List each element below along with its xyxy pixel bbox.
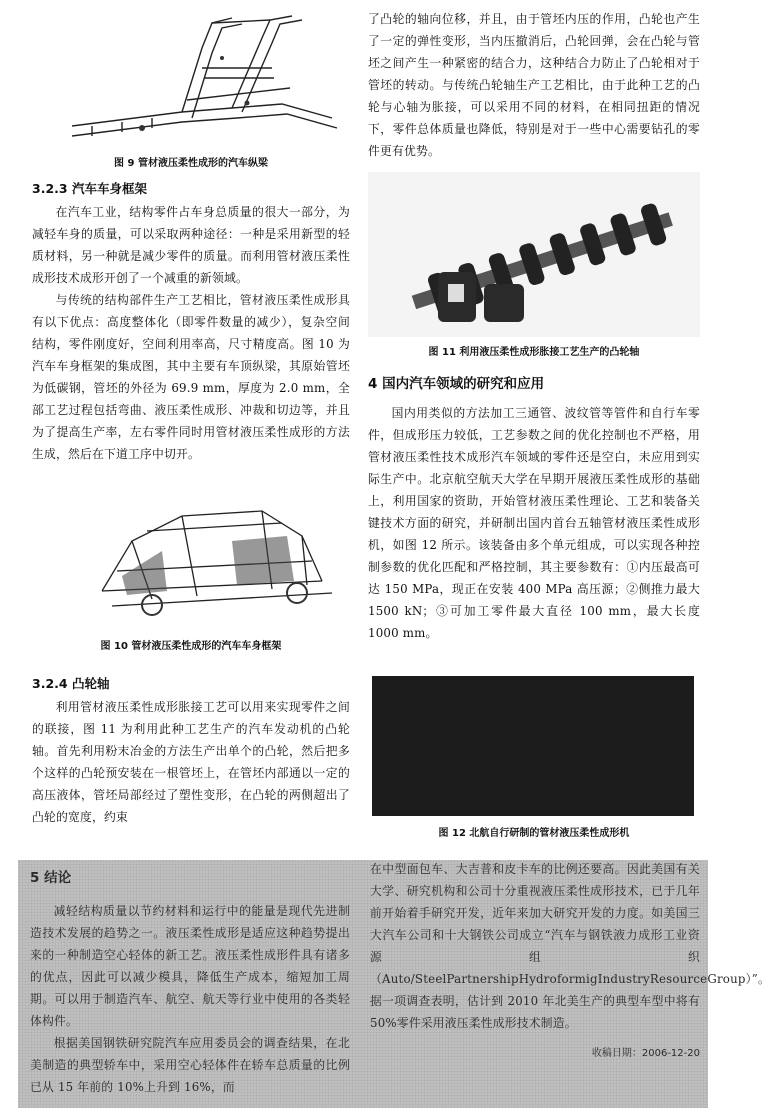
received-date: 收稿日期：2006-12-20 (591, 1048, 700, 1059)
section-5-heading: 5 结论 (30, 870, 72, 886)
chassis-rail-drawing (32, 8, 350, 148)
section-4-heading: 4 国内汽车领域的研究和应用 (368, 376, 545, 392)
section-3-2-4-paragraph-1: 利用管材液压柔性成形胀接工艺可以用来实现零件之间的联接，图 11 为利用此种工艺生产的汽车发动机的凸轮轴。首先利用粉末冶金的方法生产出单个的凸轮，然后把多个这样的凸轮预安装在一根管坯上，在管坯内部通以一定的高压液体，管坯局部经过了塑性变形，在凸轮的两侧超出了凸轮的宽度，约束 (32, 700, 350, 824)
section-3-2-3-paragraph-2: 与传统的结构部件生产工艺相比，管材液压柔性成形具有以下优点：高度整体化（即零件数量的减少），复杂空间结构，零件刚度好，空间利用率高，尺寸精度高。图 10 为汽车车身框架的集成图，其中主要有车顶纵梁，其原始管坯为低碳钢，管坯的外径为 69.9 mm，厚度为 2.0 mm，全部工艺过程包括弯曲、液压柔性成形、冲裁和切边等，并且为了提高生产率，左右零件同时用管材液压柔性成形的方法生成，然后在下道工序中切开。 (32, 293, 350, 461)
left-column (32, 8, 350, 828)
figure-10-caption: 图 10 管材液压柔性成形的汽车车身框架 (100, 641, 282, 652)
section-4-paragraph-1: 国内用类似的方法加工三通管、波纹管等管件和自行车零件，但成形压力较低，工艺参数之间的优化控制也不严格，用管材液压柔性技术成形汽车领域的零件还是空白，未应用到实际生产中。北京航空航天大学在早期开展液压柔性成形的基础上，利用国家的资助，开始管材液压柔性理论、工艺和装备关键技术方面的研究，并研制出国内首台五轴管材液压柔性成形机，如图 12 所示。该装备由多个单元组成，可以实现各种控制参数的优化匹配和严格控制，其主要参数有：①内压最高可达 150 MPa，现正在安装 400 MPa 高压源；②侧推力最大 1500 kN；③可加工零件最大直径 100 mm，最大长度 1000 mm。 (368, 406, 700, 640)
section-3-2-4-heading: 3.2.4 凸轮轴 (32, 676, 110, 691)
right-column (368, 8, 700, 839)
section-5-paragraph-2: 根据美国钢铁研究院汽车应用委员会的调查结果，在北美制造的典型轿车中，采用空心轻体件在轿车总质量的比例已从 15 年前的 10%上升到 16%，而 (30, 1036, 350, 1094)
section-5-paragraph-1: 减轻结构质量以节约材料和运行中的能量是现代先进制造技术发展的趋势之一。液压柔性成形是适应这种趋势提出来的一种制造空心轻体的新工艺。液压柔性成形件具有诸多的优点，因此可以减少模具，降低生产成本，缩短加工周期。可以用于制造汽车、航空、航天等行业中使用的各类轻体构件。 (30, 904, 350, 1028)
figure-11-caption: 图 11 利用液压柔性成形胀接工艺生产的凸轮轴 (428, 347, 640, 358)
figure-12-caption: 图 12 北航自行研制的管材液压柔性成形机 (438, 828, 630, 839)
figure-9-chassis-rail (32, 8, 350, 148)
camshaft-photo (368, 172, 700, 337)
figure-12-hydroforming-machine (372, 676, 694, 816)
car-body-frame-drawing (32, 481, 350, 631)
camshaft-continued-paragraph: 了凸轮的轴向位移，并且，由于管坯内压的作用，凸轮也产生了一定的弹性变形，当内压撤消后，凸轮回弹，会在凸轮与管坯之间产生一种紧密的结合力，这种结合力防止了凸轮相对于管坯的转动。与传统凸轮轴生产工艺相比，由于此种工艺的凸轮与心轴为胀接，可以采用不同的材料，在相同扭距的情况下，零件总体质量也降低，特别是对于一些中心需要钻孔的零件更有优势。 (368, 12, 700, 158)
figure-9-caption: 图 9 管材液压柔性成形的汽车纵梁 (114, 158, 268, 169)
conclusion-continued-paragraph: 在中型面包车、大吉普和皮卡车的比例还要高。因此美国有关大学、研究机构和公司十分重视液压柔性成形技术，已于几年前开始着手研究开发，近年来加大研究开发的力度。如美国三大汽车公司和十大钢铁公司成立“汽车与钢铁液力成形工业资源组织（Auto/SteelPartnershipHydroformigIndustryResourceGroup）”。据一项调查表明，估计到 2010 年北美生产的典型车型中将有 50%零件采用液压柔性成形技术制造。 (370, 862, 770, 1030)
bottom-right-column (370, 858, 770, 1059)
bottom-left-column (30, 866, 350, 1098)
section-3-2-3-paragraph-1: 在汽车工业，结构零件占车身总质量的很大一部分，为减轻车身的质量，可以采取两种途径：一种是采用新型的轻质材料，另一种就是减少零件的质量。而利用管材液压柔性成形技术成形开创了一个减重的新领域。 (32, 205, 350, 285)
figure-10-car-body-frame (32, 481, 350, 631)
section-3-2-3-heading: 3.2.3 汽车车身框架 (32, 181, 147, 196)
figure-11-camshaft (368, 172, 700, 337)
